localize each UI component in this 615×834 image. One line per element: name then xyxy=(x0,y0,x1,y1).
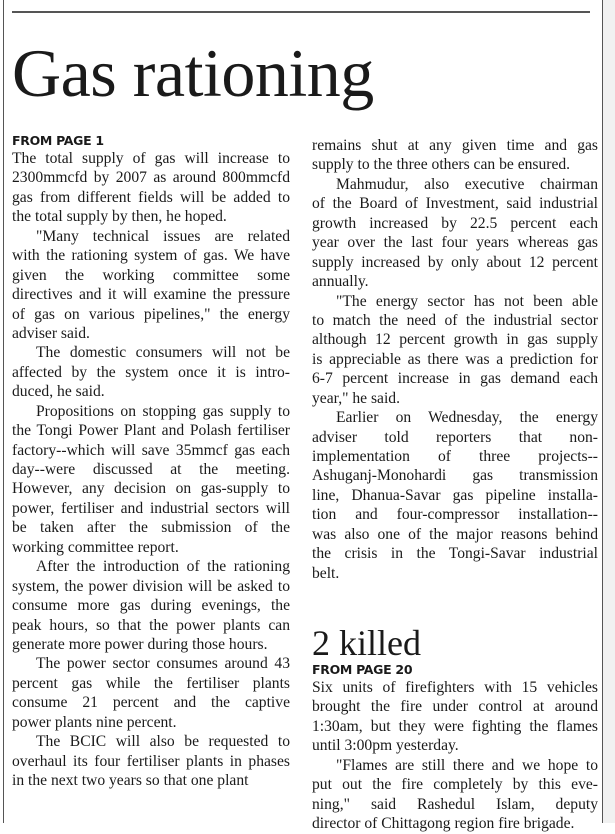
second-story xyxy=(312,624,598,834)
text-line: power, fertiliser and industrial sectors will xyxy=(12,499,290,517)
text-line: be taken after the submission of the xyxy=(12,519,290,537)
text-line: working committee report. xyxy=(12,538,179,556)
text-line: was also one of the major reasons behind xyxy=(312,525,598,543)
text-line: director of Chittagong region fire brigade. xyxy=(312,815,575,833)
adjacent-page-margin xyxy=(603,0,615,823)
text-line: in the next two years so that one plant xyxy=(12,772,249,789)
text-line: tion and four-compressor installation-- xyxy=(312,506,598,524)
text-line: supply increased by only about 12 percent xyxy=(312,253,598,271)
text-line: the Tongi Power Plant and Polash fertiliser xyxy=(12,422,290,440)
text-line: the total supply by then, he hoped. xyxy=(12,208,227,226)
text-line: put out the fire completely by this eve- xyxy=(312,776,598,794)
text-line: duced, he said. xyxy=(12,383,105,401)
text-line: percent gas while the fertiliser plants xyxy=(12,674,290,692)
second-story-headline: 2 killed xyxy=(312,623,421,663)
text-line: although 12 percent growth in gas supply xyxy=(312,331,598,349)
text-line: 6-7 percent increase in gas demand each xyxy=(312,370,598,388)
text-line: supply to the three others can be ensured. xyxy=(312,156,571,174)
text-line: is appreciable as there was a prediction for xyxy=(312,350,598,368)
text-line: ning," said Rashedul Islam, deputy xyxy=(312,795,598,813)
column-border-right xyxy=(602,0,603,823)
text-line: adviser said. xyxy=(12,324,90,342)
text-line: Earlier on Wednesday, the energy xyxy=(336,409,598,427)
text-line: power plants nine percent. xyxy=(12,713,177,731)
text-line: year over the last four years whereas gas xyxy=(312,234,598,252)
text-line: factory--which will save 35mmcf gas each xyxy=(12,441,290,459)
text-line: with the rationing system of gas. We have xyxy=(12,247,290,265)
text-line: overhaul its four fertiliser plants in phases xyxy=(12,752,290,770)
text-line: After the introduction of the rationing xyxy=(36,558,290,576)
text-line: "Flames are still there and we hope to xyxy=(336,756,598,774)
text-line: generate more power during those hours. xyxy=(12,635,268,653)
text-line: Ashuganj-Monohardi gas transmission xyxy=(312,467,598,485)
text-line: The total supply of gas will increase to xyxy=(12,150,290,167)
article-headline: Gas rationing xyxy=(12,35,374,111)
text-line: brought the fire under control at around xyxy=(312,698,598,716)
text-line: remains shut at any given time and gas xyxy=(312,137,598,154)
text-line: to match the need of the industrial sector xyxy=(312,311,598,329)
text-line: day--were discussed at the meeting. xyxy=(12,461,290,478)
text-line: line, Dhanua-Savar gas pipeline installa- xyxy=(312,486,598,504)
continued-from-kicker: FROM PAGE 1 xyxy=(12,133,104,148)
text-line: The BCIC will also be requested to xyxy=(36,733,290,751)
text-line: Propositions on stopping gas supply to xyxy=(36,402,290,420)
text-line: 2300mmcfd by 2007 as around 800mmcfd xyxy=(12,169,290,187)
second-story-kicker: FROM PAGE 20 xyxy=(312,662,413,677)
text-line: until 3:00pm yesterday. xyxy=(312,737,459,755)
text-line: 1:30am, but they were fighting the flames xyxy=(312,717,598,735)
second-story-body xyxy=(312,678,598,834)
text-line: "Many technical issues are related xyxy=(36,227,290,245)
left-column xyxy=(12,133,290,790)
text-line: given the working committee some xyxy=(12,266,290,284)
text-line: implementation of three projects-- xyxy=(312,448,598,465)
article-body xyxy=(12,149,290,790)
text-line: year," he said. xyxy=(312,389,401,407)
text-line: annually. xyxy=(312,273,369,291)
text-line: "The energy sector has not been able xyxy=(336,292,598,310)
text-line: belt. xyxy=(312,564,340,582)
right-column xyxy=(312,136,598,583)
column-border-left xyxy=(3,0,4,823)
text-line: adviser told reporters that non- xyxy=(312,428,598,446)
text-line: However, any decision on gas-supply to xyxy=(12,480,290,498)
text-line: growth increased by 22.5 percent each xyxy=(312,214,598,232)
text-line: of the Board of Investment, said industrial xyxy=(312,195,598,213)
text-line: The domestic consumers will not be xyxy=(36,344,290,362)
text-line: Six units of firefighters with 15 vehicles xyxy=(312,679,598,696)
text-line: peak hours, so that the power plants can xyxy=(12,616,290,634)
text-line: the crisis in the Tongi-Savar industrial xyxy=(312,545,598,563)
text-line: affected by the system once it is intro- xyxy=(12,363,290,381)
text-line: Mahmudur, also executive chairman xyxy=(336,175,598,193)
text-line: consume more gas during evenings, the xyxy=(12,597,290,615)
text-line: The power sector consumes around 43 xyxy=(36,655,290,673)
article-body-continued xyxy=(312,136,598,583)
text-line: directives and it will examine the pressure xyxy=(12,286,290,304)
top-rule xyxy=(12,11,590,13)
text-line: consume 21 percent and the captive xyxy=(12,694,290,712)
text-line: gas from different fields will be added to xyxy=(12,188,290,206)
text-line: system, the power division will be asked to xyxy=(12,577,290,595)
text-line: of gas on various pipelines," the energy xyxy=(12,305,290,323)
